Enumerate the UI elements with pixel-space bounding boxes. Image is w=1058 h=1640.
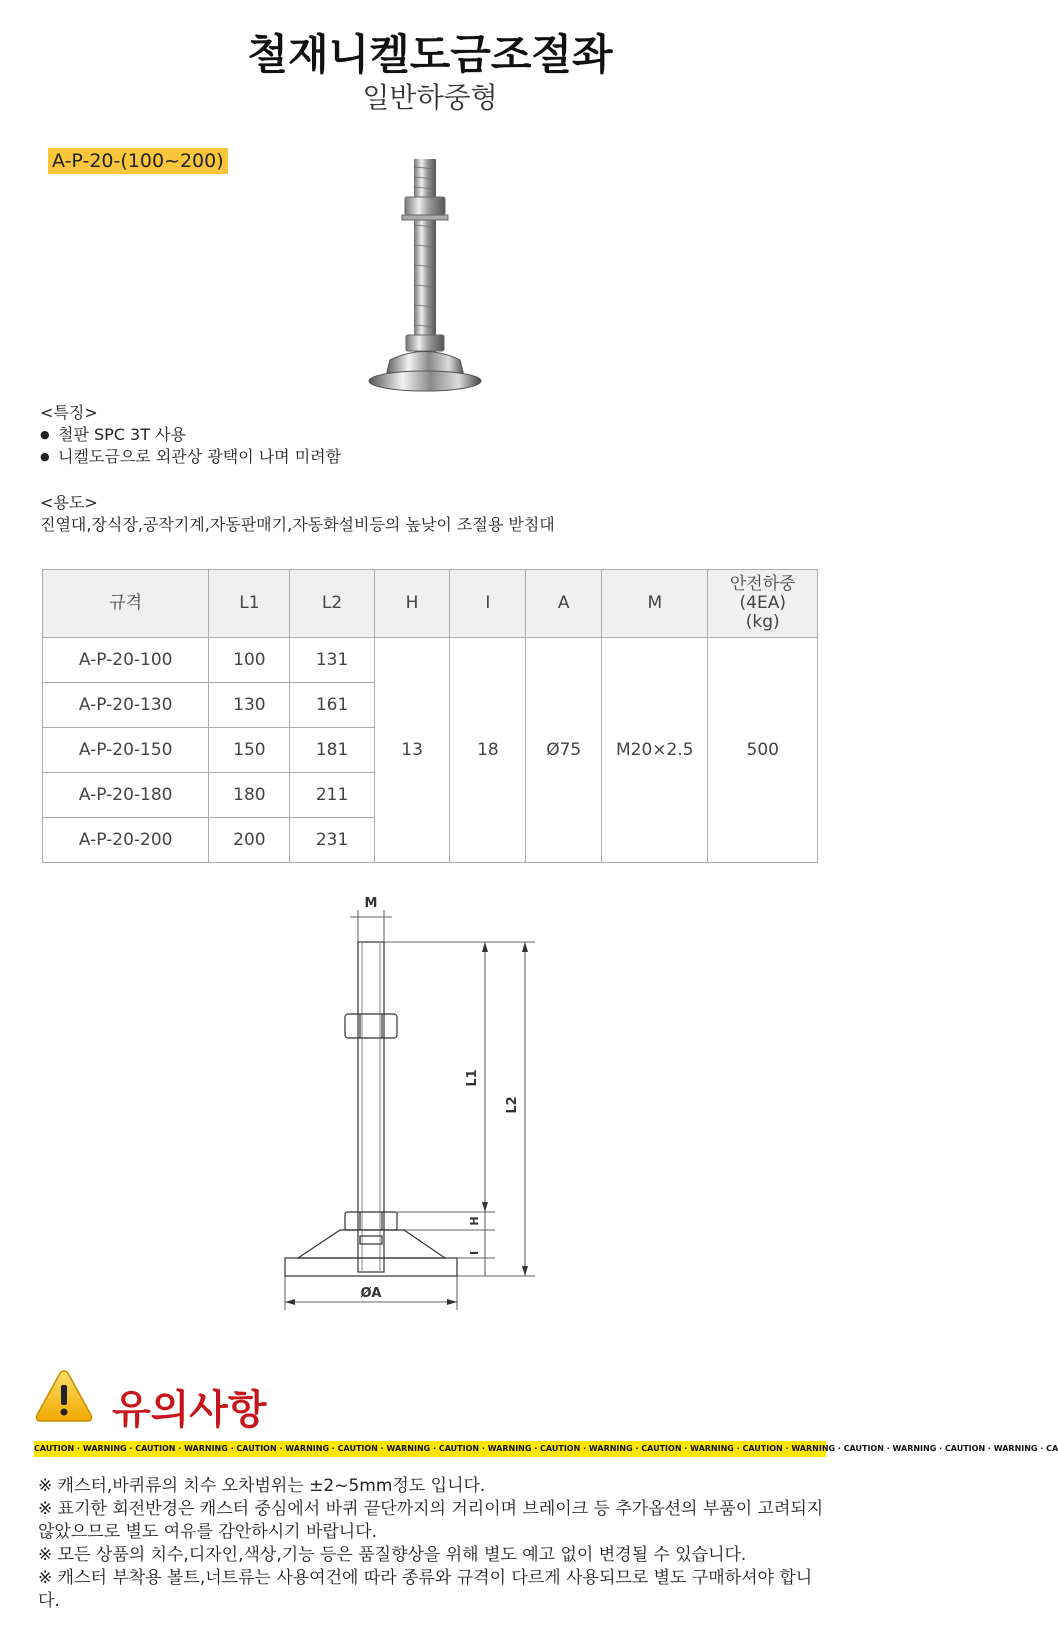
cell-l1: 150 [209,728,290,773]
cell-l1: 100 [209,638,290,683]
table-header-row [43,570,818,638]
cell-l1: 130 [209,683,290,728]
cell-l2: 211 [290,773,374,818]
features-heading: <특징> [40,403,98,422]
label-i: I [468,1250,481,1256]
note-item: ※ 표기한 회전반경은 캐스터 중심에서 바퀴 끝단까지의 거리이며 브레이크 등 추가옵션의 부품이 고려되지 않았으므로 별도 여유를 감안하시기 바랍니다. [38,1499,824,1542]
cell-m: M20×2.5 [602,638,708,863]
warning-icon [34,1368,94,1424]
note-item: ※ 모든 상품의 치수,디자인,색상,기능 등은 품질향상을 위해 별도 예고 없이 변경될 수 있습니다. [38,1545,747,1565]
page-subtitle: 일반하중형 [362,81,498,114]
product-photo [350,155,500,415]
note-item: ※ 캐스터 부착용 볼트,너트류는 사용여건에 따라 종류와 규격이 다르게 사용되므로 별도 구매하셔야 합니다. [38,1568,813,1611]
cell-l2: 161 [290,683,374,728]
spec-table [42,569,818,863]
cell-l2: 131 [290,638,374,683]
cell-i: 18 [450,638,526,863]
cell-load: 500 [708,638,818,863]
header-load: 안전하중 (4EA) (kg) [708,570,818,638]
header-m: M [602,570,708,638]
dimension-drawing [280,890,580,1330]
label-a: ØA [360,1286,382,1301]
cell-l1: 200 [209,818,290,863]
usage-text: 진열대,장식장,공작기계,자동판매기,자동화설비등의 높낮이 조절용 받침대 [40,515,555,534]
cell-h: 13 [374,638,450,863]
cell-a: Ø75 [526,638,602,863]
note-item: ※ 캐스터,바퀴류의 치수 오차범위는 ±2~5mm정도 입니다. [38,1476,486,1496]
model-tag: A-P-20-(100~200) [48,148,228,174]
cell-l2: 231 [290,818,374,863]
cell-spec: A-P-20-180 [43,773,209,818]
cell-l2: 181 [290,728,374,773]
label-m: M [364,896,378,911]
usage-heading: <용도> [40,493,98,512]
cell-spec: A-P-20-100 [43,638,209,683]
features-section [40,402,341,468]
cell-spec: A-P-20-150 [43,728,209,773]
header-a: A [526,570,602,638]
label-l2: L2 [505,1096,520,1114]
header-i: I [450,570,526,638]
caution-strip: CAUTION · WARNING · CAUTION · WARNING · CAUTION · WARNING · CAUTION · WARNING · CAUTION · WARNING · CAUTION · WARNING · CAUTION · WARNING · CAUTION · WARNING · CAUTION · WARNING · CAUTION · WARNING · CA [34,1441,826,1457]
cell-spec: A-P-20-130 [43,683,209,728]
label-l1: L1 [465,1069,480,1087]
usage-section [40,492,555,536]
feature-item: ● 니켈도금으로 외관상 광택이 나며 미려함 [40,446,341,468]
caution-notes [38,1475,828,1613]
caution-title: 유의사항 [112,1387,267,1433]
feature-item: ● 철판 SPC 3T 사용 [40,424,341,446]
page-title: 철재니켈도금조절좌 [247,30,613,79]
header-l1: L1 [209,570,290,638]
header-spec: 규격 [43,570,209,638]
cell-l1: 180 [209,773,290,818]
table-row [43,638,818,683]
header-h: H [374,570,450,638]
label-h: H [468,1216,481,1226]
header-l2: L2 [290,570,374,638]
cell-spec: A-P-20-200 [43,818,209,863]
